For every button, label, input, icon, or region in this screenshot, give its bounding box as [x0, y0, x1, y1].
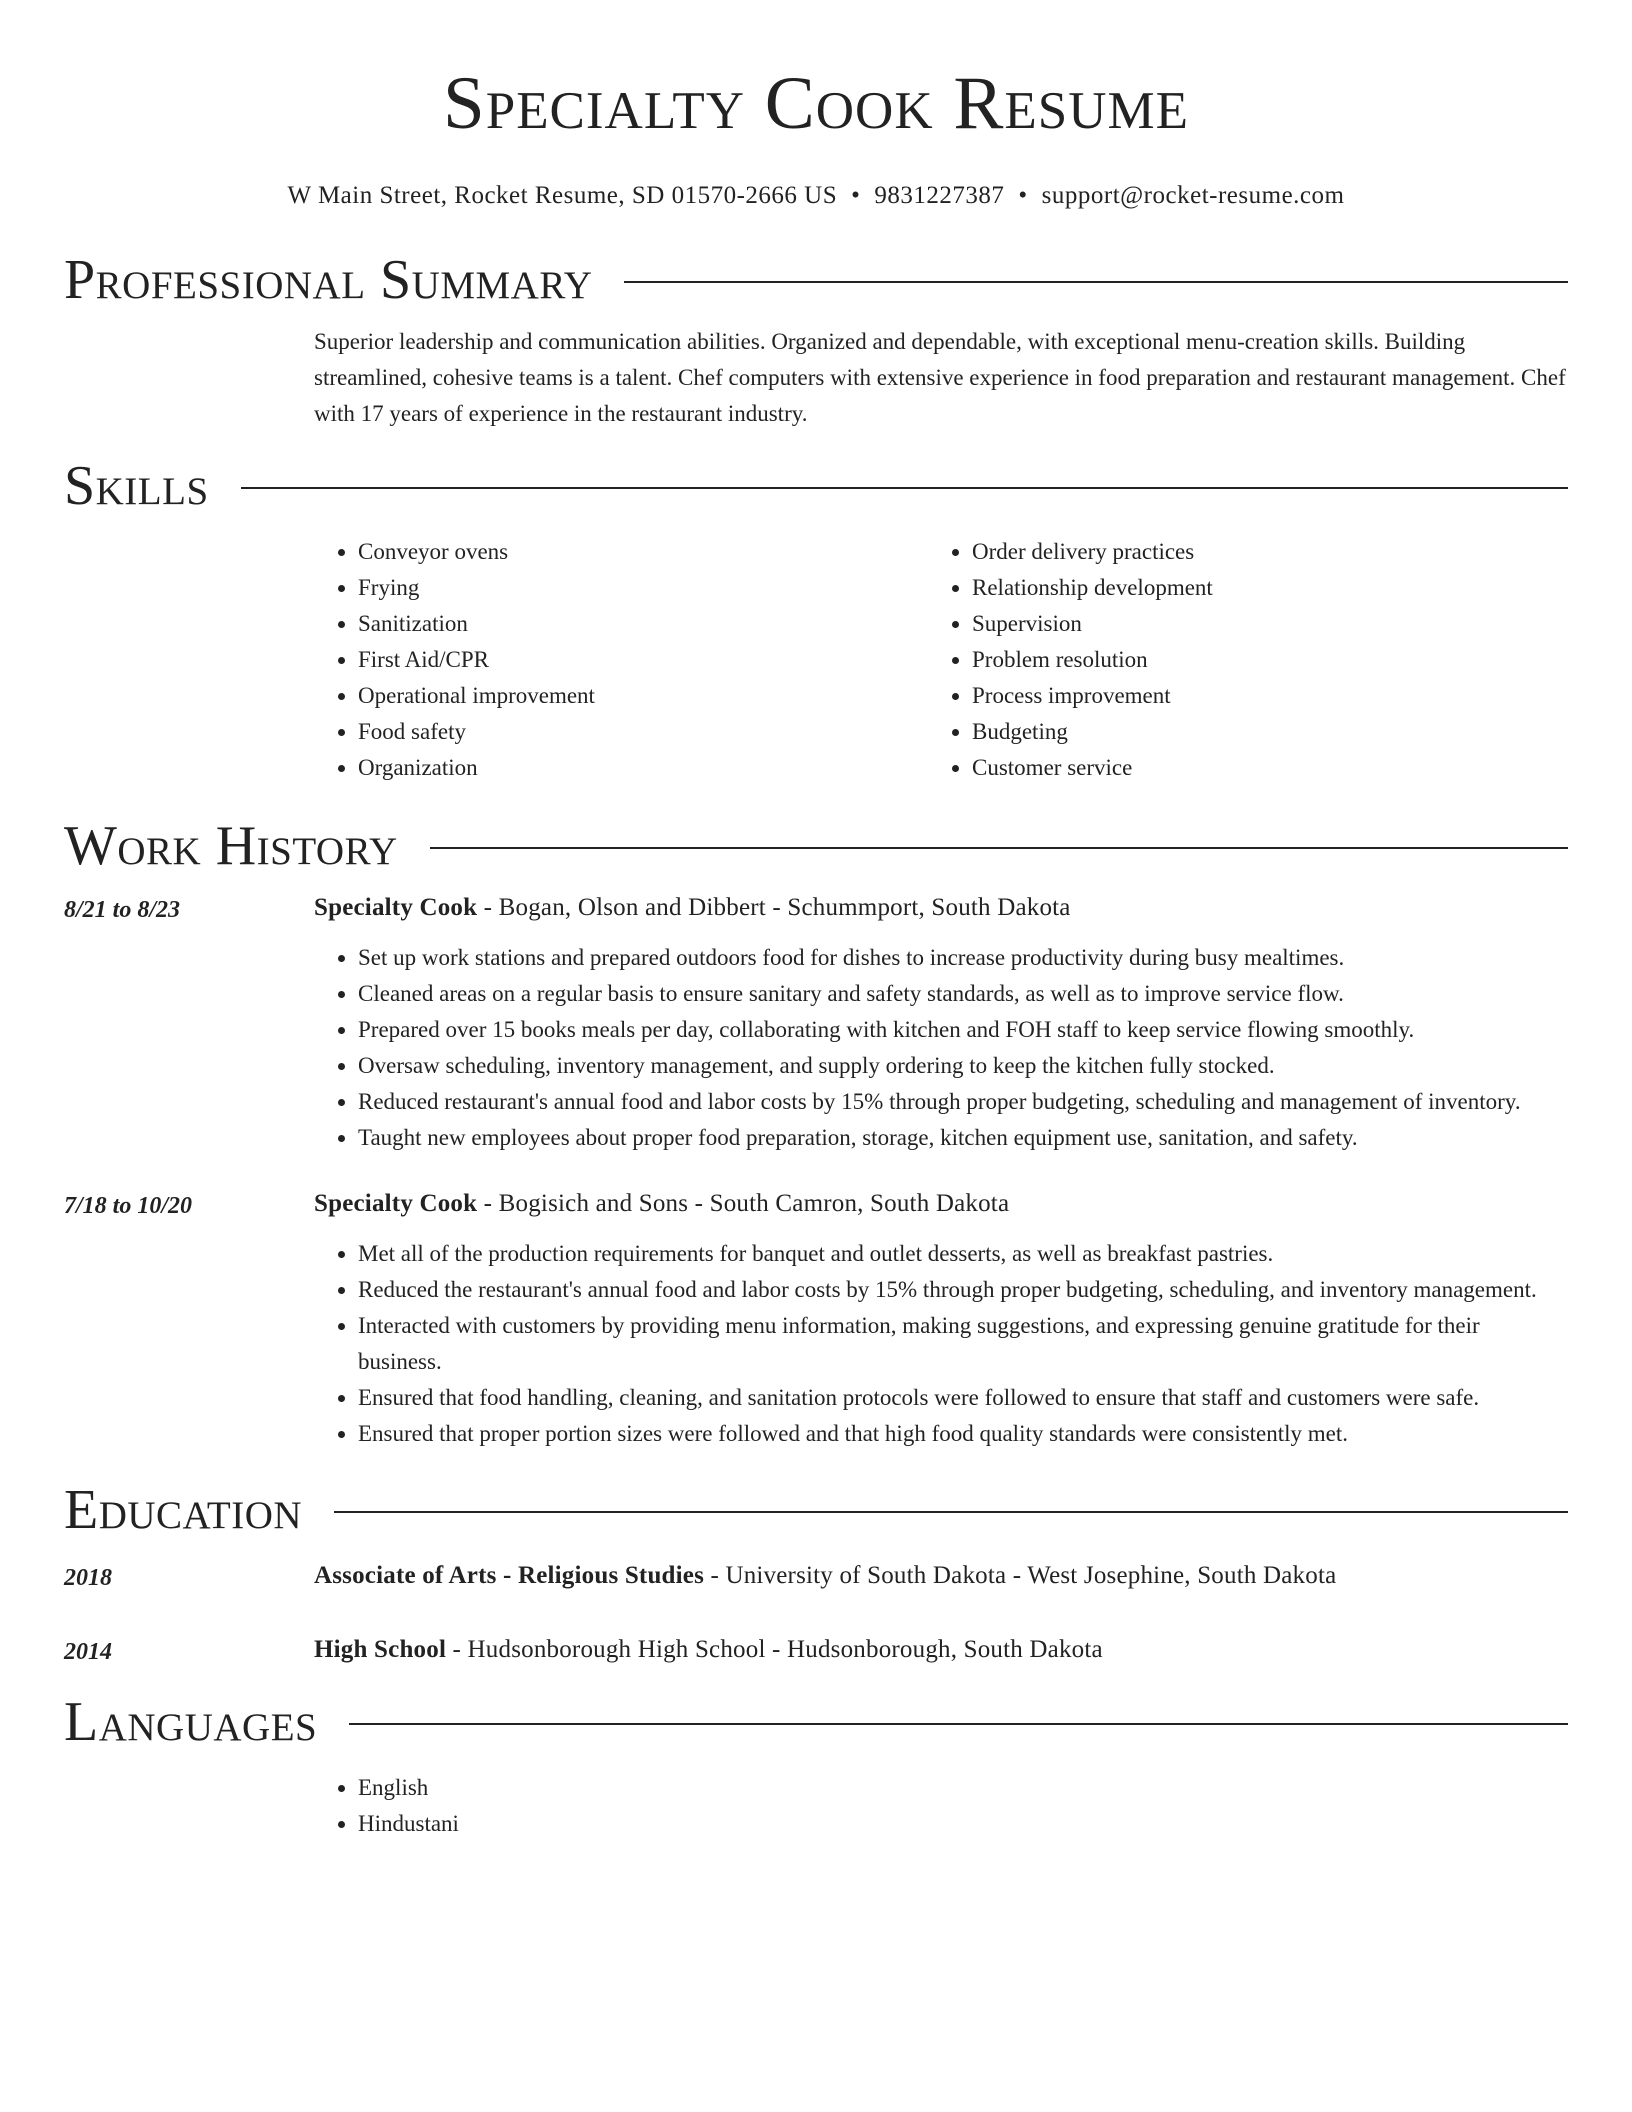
education-entry — [64, 1558, 1568, 1596]
job-role: Specialty Cook — [314, 1190, 478, 1217]
section-divider — [430, 847, 1568, 849]
education-entry — [64, 1632, 1568, 1670]
education-section-header — [64, 1478, 1568, 1542]
job-bullets — [314, 1236, 1568, 1452]
education-headline — [314, 1558, 1568, 1594]
job-details: - Bogan, Olson and Dibbert - Schummport, South Dakota — [477, 894, 1071, 921]
contact-separator: • — [1018, 182, 1028, 209]
language-item: • Hindustani — [358, 1806, 1568, 1842]
skills-section-header — [64, 454, 1568, 518]
section-divider — [241, 487, 1568, 489]
section-divider — [334, 1511, 1568, 1513]
skill-item: • Customer service — [972, 750, 1542, 786]
contact-address: W Main Street, Rocket Resume, SD 01570-2666 US — [287, 182, 838, 209]
job-bullet: • Prepared over 15 books meals per day, collaborating with kitchen and FOH staff to keep service flowing smoothly. — [358, 1012, 1568, 1048]
job-bullet: • Reduced restaurant's annual food and labor costs by 15% through proper budgeting, scheduling and management of inventory. — [358, 1084, 1568, 1120]
education-details: - Hudsonborough High School - Hudsonborough, South Dakota — [446, 1636, 1103, 1663]
job-entry — [64, 890, 1568, 1156]
job-content — [314, 890, 1568, 1156]
work-heading: Work History — [64, 815, 398, 877]
job-content — [314, 1186, 1568, 1452]
job-bullet: • Cleaned areas on a regular basis to ensure sanitary and safety standards, as well as to improve service flow. — [358, 976, 1568, 1012]
education-content — [314, 1632, 1568, 1670]
skill-item: • Order delivery practices — [972, 534, 1542, 570]
skill-item: • Sanitization — [358, 606, 928, 642]
job-entry — [64, 1186, 1568, 1452]
resume-title: Specialty Cook Resume — [443, 62, 1189, 145]
skill-item: • Supervision — [972, 606, 1542, 642]
job-bullet: • Interacted with customers by providing menu information, making suggestions, and expressing genuine gratitude for their business. — [358, 1308, 1568, 1380]
skills-body — [314, 534, 1568, 786]
languages-section-header — [64, 1690, 1568, 1754]
job-bullet: • Ensured that proper portion sizes were followed and that high food quality standards were consistently met. — [358, 1416, 1568, 1452]
education-headline — [314, 1632, 1568, 1668]
summary-body — [314, 324, 1568, 432]
education-content — [314, 1558, 1568, 1596]
languages-heading: Languages — [64, 1691, 318, 1753]
languages-list — [314, 1770, 1568, 1842]
job-dates: 7/18 to 10/20 — [64, 1193, 193, 1219]
job-bullet: • Taught new employees about proper food preparation, storage, kitchen equipment use, sanitation, and safety. — [358, 1120, 1568, 1156]
skill-item: • Process improvement — [972, 678, 1542, 714]
job-details: - Bogisich and Sons - South Camron, South Dakota — [477, 1190, 1010, 1217]
skill-item: • Relationship development — [972, 570, 1542, 606]
section-divider — [624, 281, 1568, 283]
job-bullet: • Set up work stations and prepared outdoors food for dishes to increase productivity during busy mealtimes. — [358, 940, 1568, 976]
skill-item: • Budgeting — [972, 714, 1542, 750]
contact-email: support@rocket-resume.com — [1041, 182, 1345, 209]
work-section-header — [64, 814, 1568, 878]
skill-item: • Food safety — [358, 714, 928, 750]
skills-heading: Skills — [64, 455, 209, 517]
job-headline — [314, 890, 1568, 926]
job-dates: 8/21 to 8/23 — [64, 897, 181, 923]
job-bullet: • Met all of the production requirements for banquet and outlet desserts, as well as breakfast pastries. — [358, 1236, 1568, 1272]
education-year: 2014 — [64, 1639, 112, 1665]
languages-body — [314, 1770, 1568, 1842]
contact-separator: • — [851, 182, 861, 209]
job-role: Specialty Cook — [314, 894, 478, 921]
contact-line — [64, 180, 1568, 212]
job-bullets — [314, 940, 1568, 1156]
contact-phone: 9831227387 — [874, 182, 1005, 209]
summary-heading: Professional Summary — [64, 249, 593, 311]
education-details: - University of South Dakota - West Josephine, South Dakota — [704, 1562, 1337, 1589]
summary-text: Superior leadership and communication abilities. Organized and dependable, with exceptional menu-creation skills. Building streamlined, cohesive teams is a talent. Chef computers with extensive experience in food preparation and restaurant management. Chef with 17 years of experience in the restaurant industry. — [314, 329, 1566, 426]
skill-item: • First Aid/CPR — [358, 642, 928, 678]
job-bullet: • Reduced the restaurant's annual food and labor costs by 15% through proper budgeting, scheduling, and inventory management. — [358, 1272, 1568, 1308]
education-year: 2018 — [64, 1565, 112, 1591]
skills-list-left — [314, 534, 928, 786]
education-heading: Education — [64, 1479, 303, 1541]
job-headline — [314, 1186, 1568, 1222]
skills-list-right — [928, 534, 1542, 786]
job-bullet: • Oversaw scheduling, inventory management, and supply ordering to keep the kitchen fully stocked. — [358, 1048, 1568, 1084]
section-divider — [349, 1723, 1568, 1725]
job-bullet: • Ensured that food handling, cleaning, and sanitation protocols were followed to ensure that staff and customers were safe. — [358, 1380, 1568, 1416]
skill-item: • Frying — [358, 570, 928, 606]
skills-columns — [314, 534, 1568, 786]
summary-section-header — [64, 248, 1568, 312]
skill-item: • Problem resolution — [972, 642, 1542, 678]
skill-item: • Organization — [358, 750, 928, 786]
skill-item: • Operational improvement — [358, 678, 928, 714]
education-degree: Associate of Arts - Religious Studies — [314, 1562, 705, 1589]
skill-item: • Conveyor ovens — [358, 534, 928, 570]
education-degree: High School — [314, 1636, 447, 1663]
language-item: • English — [358, 1770, 1568, 1806]
